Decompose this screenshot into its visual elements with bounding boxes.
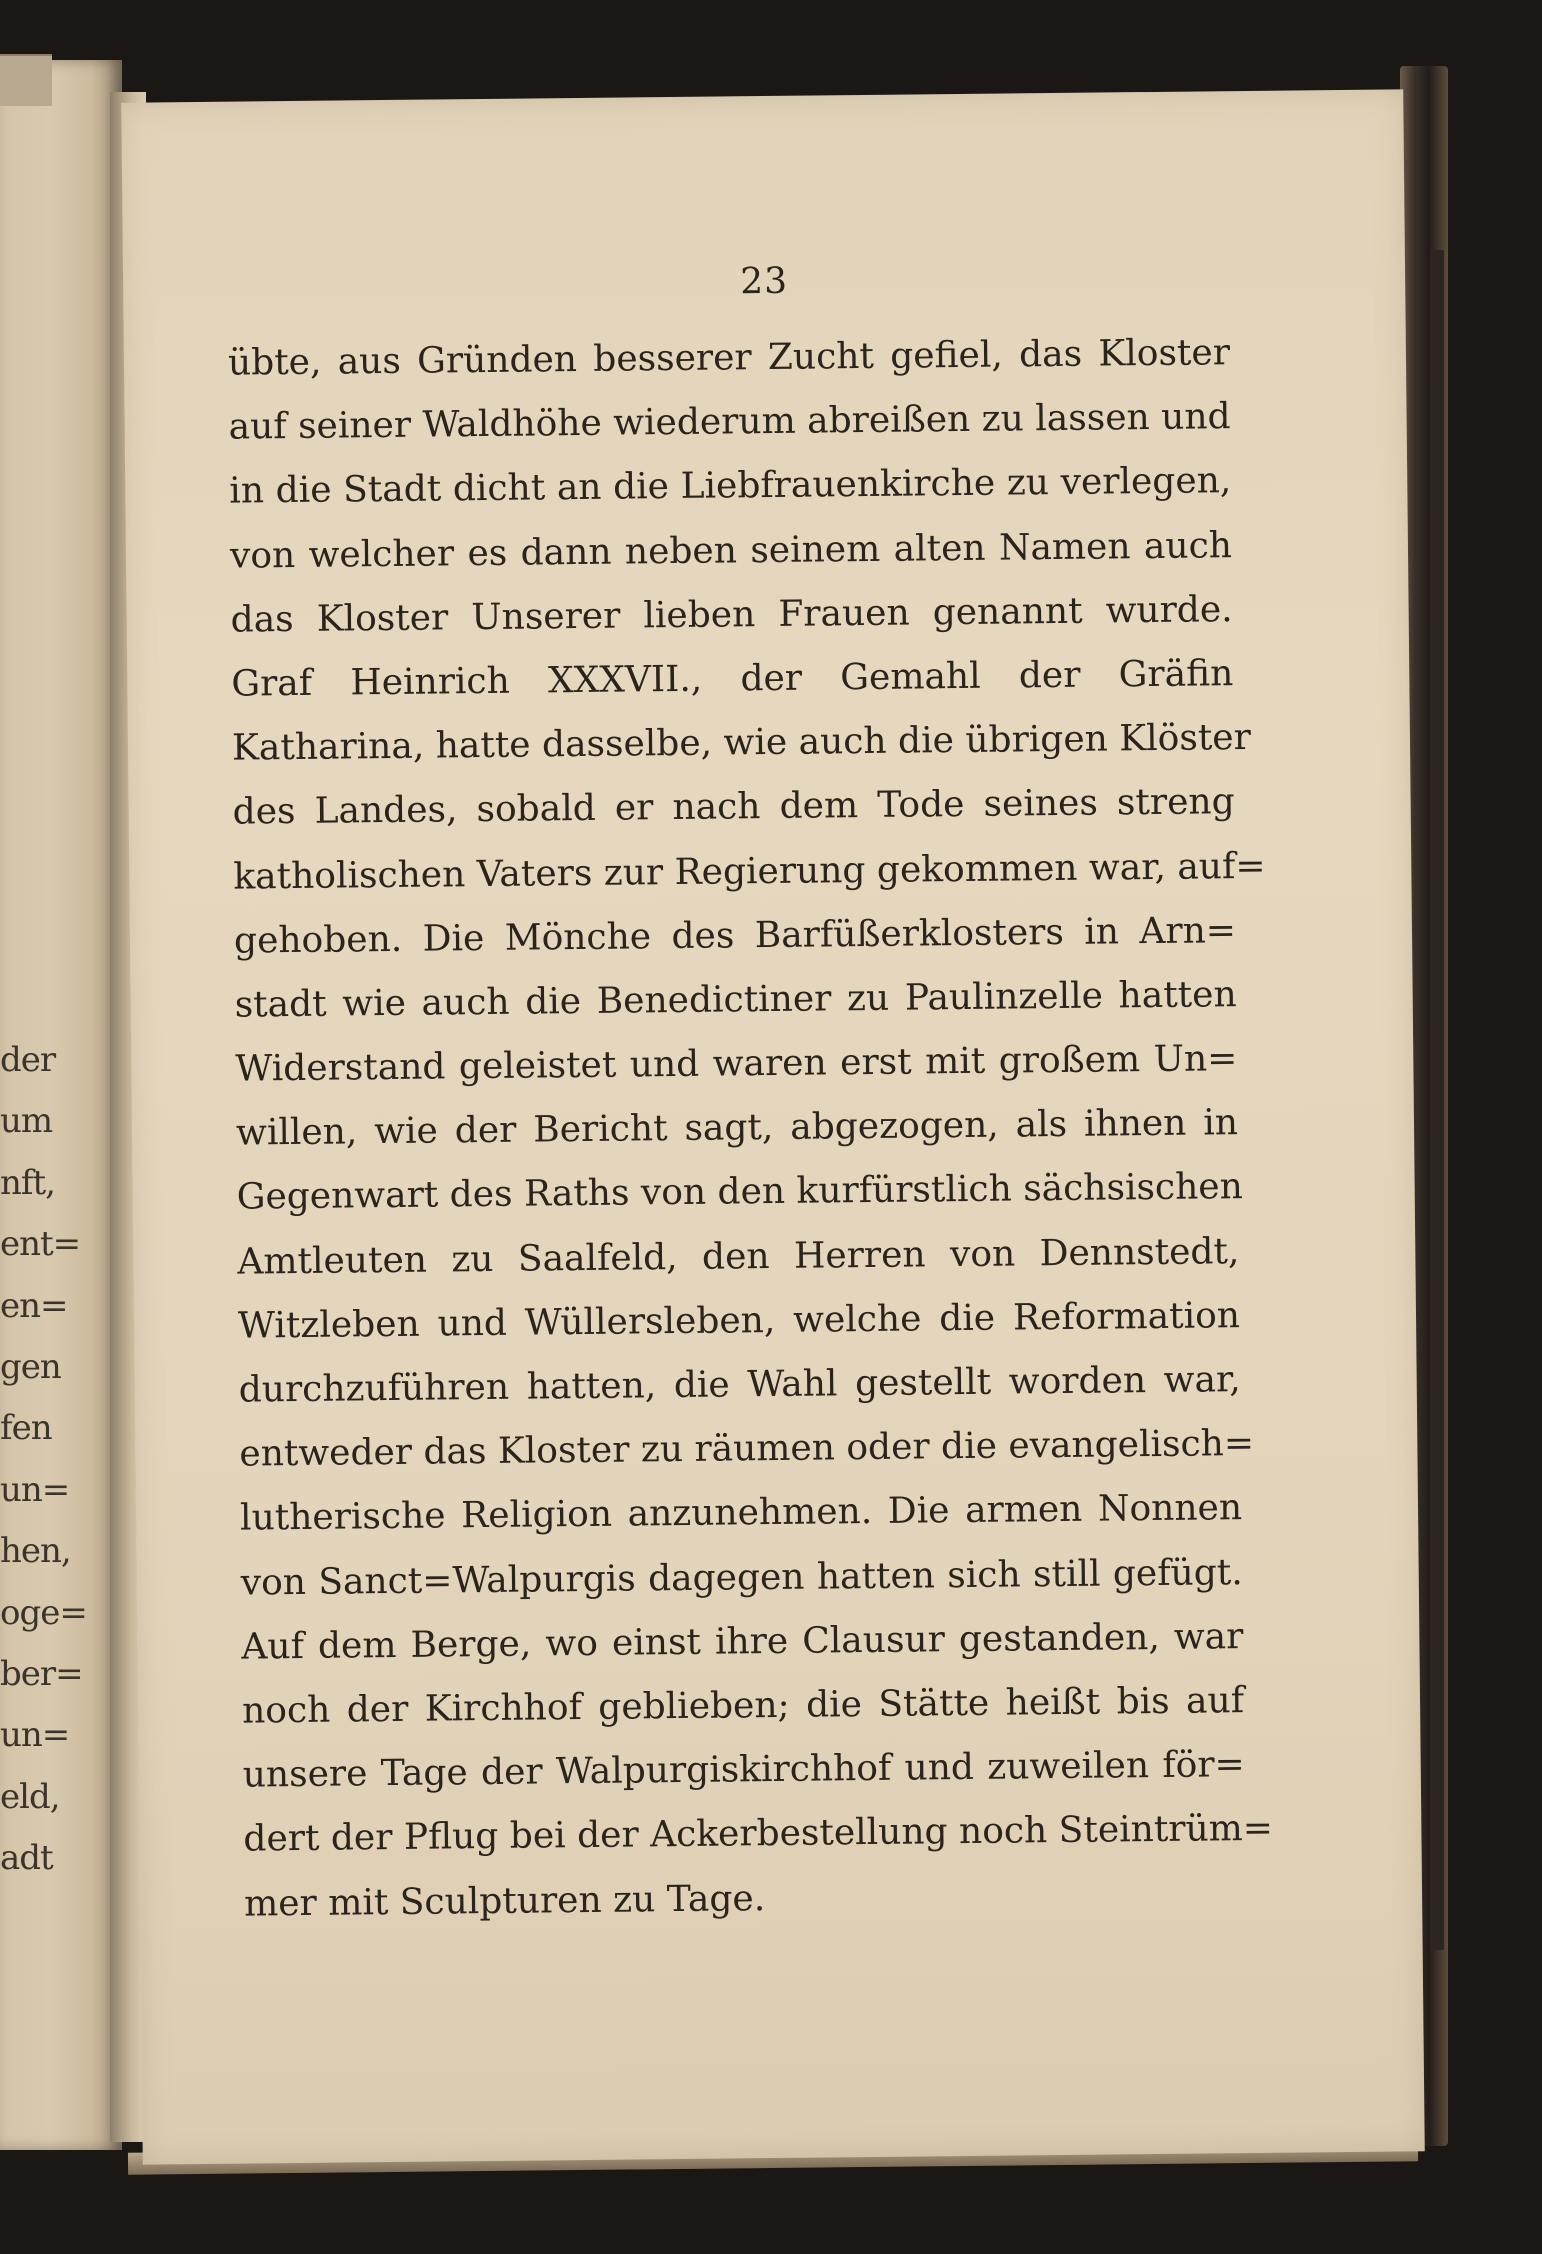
left-page-corner <box>0 54 52 106</box>
text-line: von welcher es dann neben seinem alten Namen auch <box>229 524 1233 577</box>
left-fragment: hen, <box>0 1531 71 1572</box>
text-line: Graf Heinrich XXXVII., der Gemahl der Gräfin <box>231 653 1234 705</box>
left-fragment: nft, <box>0 1162 55 1203</box>
page-number: 23 <box>740 260 789 303</box>
text-line: Auf dem Berge, wo einst ihre Clausur gestanden, war <box>241 1615 1244 1668</box>
right-page <box>121 89 1425 2164</box>
text-line: katholischen Vaters zur Regierung gekommen war, auf= <box>233 845 1266 898</box>
text-line: dert der Pflug bei der Ackerbestellung noch Steintrüm= <box>243 1808 1274 1860</box>
text-line: gehoben. Die Mönche des Barfüßerklosters in Arn= <box>233 909 1237 962</box>
left-fragment: der <box>0 1040 56 1080</box>
text-line: des Landes, sobald er nach dem Tode seines streng <box>232 781 1235 833</box>
left-fragment: un= <box>0 1469 70 1510</box>
text-line: in die Stadt dicht an die Liebfrauenkirche zu verlegen, <box>229 460 1232 513</box>
text-line: von Sanct=Walpurgis dagegen hatten sich still gefügt. <box>240 1551 1243 1604</box>
left-fragment: adt <box>0 1838 53 1879</box>
left-fragment: um <box>0 1101 53 1142</box>
binding-shadow <box>1430 250 1444 1950</box>
text-line: übte, aus Gründen besserer Zucht gefiel, das Kloster <box>227 332 1231 384</box>
left-fragment: en= <box>0 1285 68 1326</box>
text-line: mer mit Sculpturen zu Tage. <box>243 1877 766 1925</box>
left-fragment: un= <box>0 1715 70 1756</box>
left-fragment: oge= <box>0 1592 87 1633</box>
text-line: Amtleuten zu Saalfeld, den Herren von Dennstedt, <box>237 1230 1240 1283</box>
text-line: durchzuführen hatten, die Wahl gestellt worden war, <box>238 1359 1241 1411</box>
text-line: das Kloster Unserer lieben Frauen genannt wurde. <box>230 588 1233 641</box>
text-line: stadt wie auch die Benedictiner zu Paulinzelle hatten <box>234 974 1237 1026</box>
text-line: Widerstand geleistet und waren erst mit großem Un= <box>235 1038 1238 1090</box>
body-text <box>227 321 1274 1936</box>
text-line: lutherische Religion anzunehmen. Die armen Nonnen <box>239 1487 1243 1539</box>
text-line: noch der Kirchhof geblieben; die Stätte heißt bis auf <box>241 1680 1245 1732</box>
left-fragment: ber= <box>0 1653 83 1694</box>
text-line: Katharina, hatte dasselbe, wie auch die übrigen Klöster <box>231 717 1252 769</box>
left-page-text-fragments <box>0 1030 87 1889</box>
left-fragment: ent= <box>0 1224 81 1265</box>
text-line: Gegenwart des Raths von den kurfürstlich sächsischen <box>236 1166 1243 1219</box>
left-fragment: eld, <box>0 1776 60 1817</box>
text-line: entweder das Kloster zu räumen oder die evangelisch= <box>239 1423 1255 1475</box>
left-fragment: fen <box>0 1408 52 1449</box>
text-line: willen, wie der Bericht sagt, abgezogen, als ihnen in <box>235 1102 1239 1154</box>
left-fragment: gen <box>0 1346 61 1387</box>
text-line: auf seiner Waldhöhe wiederum abreißen zu lassen und <box>228 396 1231 448</box>
text-line: unsere Tage der Walpurgiskirchhof und zuweilen för= <box>242 1744 1245 1796</box>
text-line: Witzleben und Wüllersleben, welche die Reformation <box>237 1294 1241 1347</box>
